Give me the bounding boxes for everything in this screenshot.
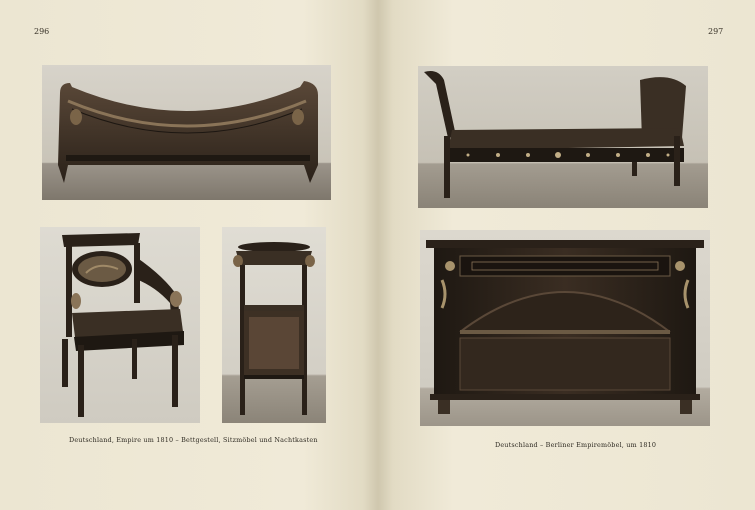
left-page-number: 296 [34, 27, 50, 36]
right-page-number: 297 [708, 27, 724, 36]
armchair-photo [40, 227, 200, 423]
right-page [378, 0, 755, 510]
left-caption: Deutschland, Empire um 1810 – Bettgestell, Sitzmöbel und Nachtkasten [69, 436, 318, 444]
daybed-photo [418, 66, 708, 208]
nightstand-photo [222, 227, 326, 423]
bed-photo [42, 65, 331, 200]
commode-photo [420, 230, 710, 426]
right-caption: Deutschland – Berliner Empiremöbel, um 1810 [495, 441, 657, 449]
